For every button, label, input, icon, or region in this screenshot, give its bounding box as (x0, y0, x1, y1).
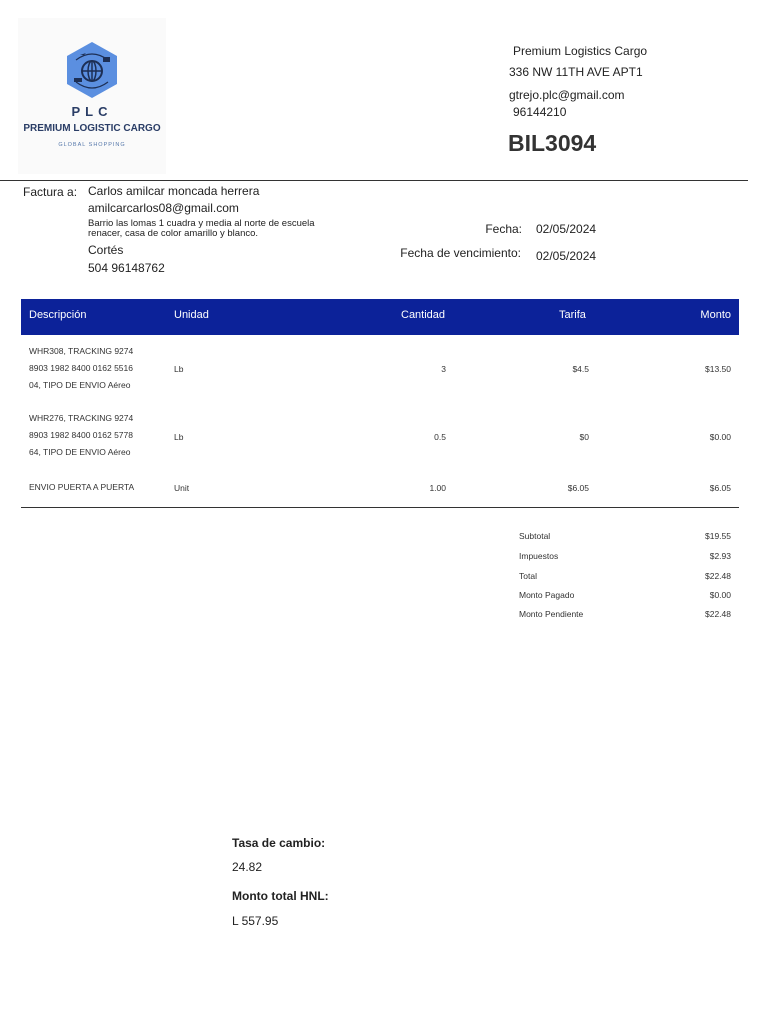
col-unit: Unidad (174, 309, 209, 321)
row-rate: $4.5 (572, 364, 589, 374)
row-quantity: 0.5 (434, 432, 446, 442)
date-label: Fecha: (485, 222, 522, 236)
row-quantity: 3 (441, 364, 446, 374)
logo-tagline: GLOBAL SHOPPING (58, 142, 126, 148)
invoice-number: BIL3094 (508, 130, 597, 156)
row-rate: $6.05 (567, 483, 589, 493)
description-line: WHR276, TRACKING 9274 (29, 413, 134, 423)
row-unit: Lb (174, 364, 184, 374)
row-description (29, 410, 169, 461)
row-amount: $6.05 (709, 483, 731, 493)
due-date-value: 02/05/2024 (536, 249, 597, 263)
row-unit: Unit (174, 483, 190, 493)
client-email: amilcarcarlos08@gmail.com (88, 201, 239, 215)
tax-label: Impuestos (519, 551, 559, 561)
header-divider (0, 180, 748, 181)
client-address: Barrio las lomas 1 cuadra y media al norte de escuela renacer, casa de color amarillo y blanco. (88, 218, 315, 239)
row-description (29, 343, 169, 394)
col-rate: Tarifa (559, 309, 586, 321)
company-address: 336 NW 11TH AVE APT1 (509, 65, 643, 79)
tax-value: $2.93 (709, 551, 731, 561)
date-value: 02/05/2024 (536, 222, 597, 236)
client-name: Carlos amilcar moncada herrera (88, 184, 260, 198)
description-line: 8903 1982 8400 0162 5778 (29, 430, 133, 440)
table-bottom-divider (21, 507, 739, 508)
client-city: Cortés (88, 243, 124, 257)
items-table-header (21, 299, 739, 335)
description-line: 8903 1982 8400 0162 5516 (29, 363, 133, 373)
total-hnl-label: Monto total HNL: (232, 889, 329, 903)
description-line: 64, TIPO DE ENVIO Aéreo (29, 447, 131, 457)
row-unit: Lb (174, 432, 184, 442)
description-line: 04, TIPO DE ENVIO Aéreo (29, 380, 131, 390)
bill-to-label: Factura a: (23, 185, 78, 199)
exchange-rate-value: 24.82 (232, 860, 263, 874)
row-amount: $13.50 (705, 364, 731, 374)
description-line: WHR308, TRACKING 9274 (29, 346, 134, 356)
total-label: Total (519, 571, 537, 581)
col-description: Descripción (29, 309, 87, 321)
balance-due-label: Monto Pendiente (519, 609, 584, 619)
hexagon-globe-icon (62, 40, 122, 100)
due-date-label: Fecha de vencimiento: (400, 246, 521, 260)
company-name: Premium Logistics Cargo (513, 44, 648, 58)
total-value: $22.48 (705, 571, 731, 581)
total-hnl-value: L 557.95 (232, 914, 279, 928)
row-description (29, 479, 169, 496)
row-amount: $0.00 (709, 432, 731, 442)
row-quantity: 1.00 (429, 483, 446, 493)
exchange-rate-label: Tasa de cambio: (232, 836, 326, 850)
row-rate: $0 (579, 432, 589, 442)
subtotal-value: $19.55 (705, 531, 731, 541)
subtotal-label: Subtotal (519, 531, 551, 541)
logo-abbreviation: PLC (71, 104, 113, 119)
balance-due-value: $22.48 (705, 609, 731, 619)
company-phone: 96144210 (513, 105, 567, 119)
company-logo (18, 18, 166, 174)
paid-value: $0.00 (709, 590, 731, 600)
description-line: ENVIO PUERTA A PUERTA (29, 482, 135, 492)
company-email: gtrejo.plc@gmail.com (509, 88, 625, 102)
col-quantity: Cantidad (401, 309, 446, 321)
paid-label: Monto Pagado (519, 590, 575, 600)
col-amount: Monto (700, 309, 731, 321)
logo-company-name: PREMIUM LOGISTIC CARGO (23, 123, 161, 134)
client-phone: 504 96148762 (88, 261, 165, 275)
